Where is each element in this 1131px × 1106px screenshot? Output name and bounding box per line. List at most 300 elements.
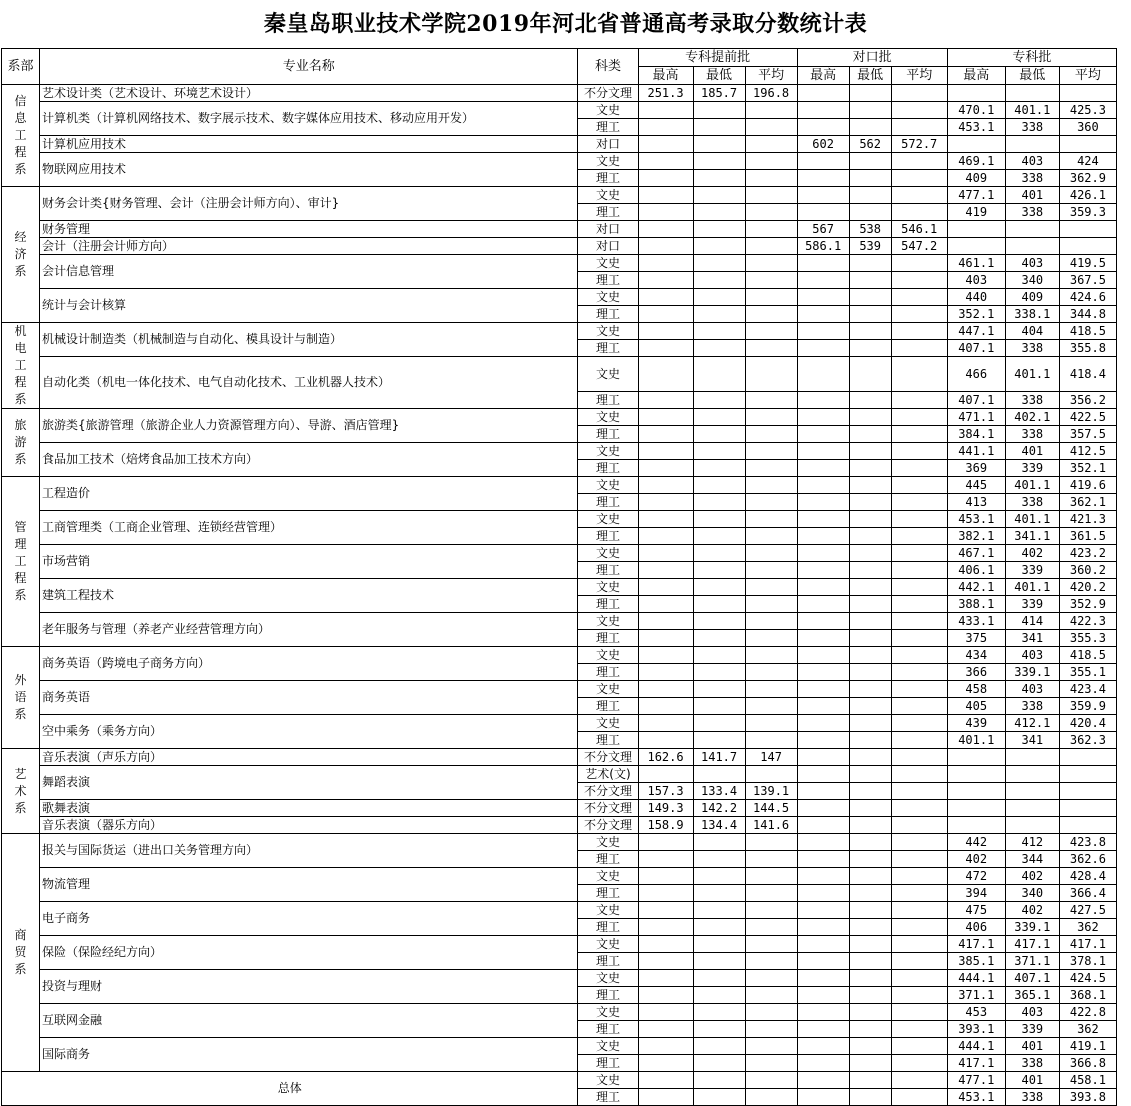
score-cell xyxy=(891,255,947,272)
score-cell xyxy=(947,783,1005,800)
score-cell xyxy=(849,800,891,817)
score-cell: 477.1 xyxy=(947,187,1005,204)
table-row xyxy=(2,834,1117,851)
score-cell: 338 xyxy=(1005,1089,1059,1106)
category-cell: 文史 xyxy=(578,868,638,885)
score-cell xyxy=(849,936,891,953)
score-cell: 147 xyxy=(745,749,797,766)
category-cell: 文史 xyxy=(578,647,638,664)
major-name: 市场营销 xyxy=(40,545,578,579)
table-row xyxy=(2,477,1117,494)
score-cell xyxy=(891,392,947,409)
score-cell xyxy=(849,1055,891,1072)
table-header xyxy=(2,49,1117,85)
table-row xyxy=(2,545,1117,562)
score-cell xyxy=(693,562,745,579)
score-cell xyxy=(693,477,745,494)
score-cell: 419.6 xyxy=(1059,477,1116,494)
score-cell: 445 xyxy=(947,477,1005,494)
category-cell: 理工 xyxy=(578,562,638,579)
score-cell xyxy=(891,902,947,919)
category-cell: 对口 xyxy=(578,221,638,238)
score-cell xyxy=(745,528,797,545)
score-cell: 475 xyxy=(947,902,1005,919)
score-cell xyxy=(693,766,745,783)
score-cell xyxy=(849,1004,891,1021)
table-row xyxy=(2,1004,1117,1021)
score-cell xyxy=(849,579,891,596)
score-cell: 141.6 xyxy=(745,817,797,834)
score-cell xyxy=(849,511,891,528)
score-cell xyxy=(891,647,947,664)
score-cell: 144.5 xyxy=(745,800,797,817)
score-cell xyxy=(745,170,797,187)
score-cell xyxy=(849,664,891,681)
table-row xyxy=(2,136,1117,153)
score-cell xyxy=(638,443,693,460)
score-cell xyxy=(638,732,693,749)
category-cell: 文史 xyxy=(578,187,638,204)
score-cell xyxy=(693,187,745,204)
score-cell xyxy=(797,562,849,579)
category-cell: 文史 xyxy=(578,443,638,460)
score-cell xyxy=(797,647,849,664)
score-cell xyxy=(638,987,693,1004)
major-name: 财务管理 xyxy=(40,221,578,238)
dept-cell xyxy=(2,323,40,409)
score-cell: 359.3 xyxy=(1059,204,1116,221)
score-cell xyxy=(891,885,947,902)
score-cell xyxy=(693,170,745,187)
score-cell xyxy=(693,511,745,528)
score-cell xyxy=(797,494,849,511)
score-cell xyxy=(947,85,1005,102)
category-cell: 理工 xyxy=(578,528,638,545)
score-cell xyxy=(745,392,797,409)
score-cell: 362.9 xyxy=(1059,170,1116,187)
major-name: 计算机类（计算机网络技术、数字展示技术、数字媒体应用技术、移动应用开发） xyxy=(40,102,578,136)
header-sub-avg: 平均 xyxy=(745,67,797,85)
score-cell xyxy=(693,409,745,426)
score-cell xyxy=(638,647,693,664)
score-cell: 394 xyxy=(947,885,1005,902)
dept-name: 旅游系 xyxy=(14,418,27,466)
major-name: 保险（保险经纪方向） xyxy=(40,936,578,970)
category-cell: 理工 xyxy=(578,596,638,613)
score-cell: 369 xyxy=(947,460,1005,477)
score-cell: 338 xyxy=(1005,340,1059,357)
score-cell xyxy=(693,834,745,851)
score-cell xyxy=(693,357,745,392)
score-cell xyxy=(693,272,745,289)
major-name: 食品加工技术（焙烤食品加工技术方向） xyxy=(40,443,578,477)
major-name: 会计信息管理 xyxy=(40,255,578,289)
score-cell: 447.1 xyxy=(947,323,1005,340)
score-cell xyxy=(745,255,797,272)
score-cell: 338 xyxy=(1005,698,1059,715)
score-cell: 402.1 xyxy=(1005,409,1059,426)
score-cell xyxy=(797,732,849,749)
score-cell xyxy=(891,970,947,987)
score-cell: 340 xyxy=(1005,885,1059,902)
category-cell: 文史 xyxy=(578,323,638,340)
score-cell xyxy=(1059,817,1116,834)
score-cell xyxy=(638,766,693,783)
score-cell xyxy=(849,783,891,800)
score-cell xyxy=(745,289,797,306)
score-cell xyxy=(891,987,947,1004)
score-cell xyxy=(891,528,947,545)
score-cell xyxy=(745,221,797,238)
score-cell: 339.1 xyxy=(1005,664,1059,681)
category-cell: 文史 xyxy=(578,477,638,494)
score-cell: 471.1 xyxy=(947,409,1005,426)
dept-name: 管理工程系 xyxy=(14,520,27,602)
major-name: 艺术设计类（艺术设计、环境艺术设计） xyxy=(40,85,578,102)
score-cell xyxy=(693,392,745,409)
score-cell: 442.1 xyxy=(947,579,1005,596)
score-cell xyxy=(745,732,797,749)
score-cell xyxy=(693,987,745,1004)
score-cell xyxy=(1059,800,1116,817)
header-sub-min: 最低 xyxy=(849,67,891,85)
score-cell xyxy=(849,613,891,630)
score-cell: 406.1 xyxy=(947,562,1005,579)
score-cell xyxy=(849,340,891,357)
score-cell xyxy=(638,323,693,340)
score-cell xyxy=(745,664,797,681)
category-cell: 理工 xyxy=(578,1089,638,1106)
score-cell xyxy=(891,443,947,460)
score-cell xyxy=(849,715,891,732)
score-cell: 572.7 xyxy=(891,136,947,153)
score-cell: 562 xyxy=(849,136,891,153)
score-cell xyxy=(891,851,947,868)
score-cell: 407.1 xyxy=(1005,970,1059,987)
score-cell: 375 xyxy=(947,630,1005,647)
score-cell xyxy=(797,936,849,953)
category-cell: 理工 xyxy=(578,698,638,715)
score-cell xyxy=(1005,783,1059,800)
score-cell xyxy=(1059,766,1116,783)
table-row xyxy=(2,187,1117,204)
score-cell xyxy=(745,306,797,323)
score-cell: 338 xyxy=(1005,494,1059,511)
score-cell xyxy=(891,409,947,426)
score-cell: 423.4 xyxy=(1059,681,1116,698)
score-cell xyxy=(849,528,891,545)
score-cell: 409 xyxy=(1005,289,1059,306)
header-sub-min: 最低 xyxy=(693,67,745,85)
score-cell: 418.5 xyxy=(1059,647,1116,664)
score-cell xyxy=(693,1021,745,1038)
category-cell: 文史 xyxy=(578,715,638,732)
dept-cell xyxy=(2,749,40,834)
score-cell: 339 xyxy=(1005,596,1059,613)
score-cell xyxy=(849,1021,891,1038)
category-cell: 文史 xyxy=(578,936,638,953)
score-cell xyxy=(891,919,947,936)
score-cell: 338.1 xyxy=(1005,306,1059,323)
score-cell xyxy=(891,664,947,681)
score-cell xyxy=(638,119,693,136)
score-cell xyxy=(891,749,947,766)
score-cell xyxy=(745,613,797,630)
score-cell xyxy=(693,136,745,153)
score-cell xyxy=(693,119,745,136)
score-cell: 339.1 xyxy=(1005,919,1059,936)
score-cell xyxy=(797,783,849,800)
table-row xyxy=(2,868,1117,885)
score-cell xyxy=(849,562,891,579)
score-cell xyxy=(745,443,797,460)
score-cell xyxy=(797,460,849,477)
score-cell xyxy=(693,306,745,323)
score-cell: 403 xyxy=(1005,153,1059,170)
score-cell xyxy=(745,596,797,613)
category-cell: 文史 xyxy=(578,681,638,698)
score-cell: 359.9 xyxy=(1059,698,1116,715)
score-cell xyxy=(797,698,849,715)
score-cell: 355.1 xyxy=(1059,664,1116,681)
header-sub-max: 最高 xyxy=(947,67,1005,85)
score-cell xyxy=(745,902,797,919)
page-title: 秦皇岛职业技术学院2019年河北省普通高考录取分数统计表 xyxy=(263,11,868,37)
category-cell: 不分文理 xyxy=(578,817,638,834)
score-cell: 139.1 xyxy=(745,783,797,800)
category-cell: 文史 xyxy=(578,255,638,272)
score-cell: 401.1 xyxy=(947,732,1005,749)
score-cell xyxy=(891,1021,947,1038)
category-cell: 文史 xyxy=(578,834,638,851)
score-cell: 142.2 xyxy=(693,800,745,817)
score-cell: 251.3 xyxy=(638,85,693,102)
score-cell xyxy=(638,187,693,204)
score-cell: 423.8 xyxy=(1059,834,1116,851)
score-cell xyxy=(849,409,891,426)
table-row xyxy=(2,715,1117,732)
score-cell xyxy=(849,477,891,494)
major-name: 财务会计类{财务管理、会计（注册会计师方向）、审计} xyxy=(40,187,578,221)
score-cell: 453 xyxy=(947,1004,1005,1021)
score-cell xyxy=(891,579,947,596)
table-row xyxy=(2,409,1117,426)
score-cell: 469.1 xyxy=(947,153,1005,170)
score-cell xyxy=(891,323,947,340)
score-cell: 407.1 xyxy=(947,392,1005,409)
score-cell xyxy=(891,272,947,289)
score-cell xyxy=(693,1055,745,1072)
score-cell: 453.1 xyxy=(947,119,1005,136)
score-cell xyxy=(797,800,849,817)
score-cell xyxy=(638,885,693,902)
major-name: 歌舞表演 xyxy=(40,800,578,817)
score-cell xyxy=(693,545,745,562)
score-cell xyxy=(638,409,693,426)
score-cell xyxy=(849,732,891,749)
major-name: 舞蹈表演 xyxy=(40,766,578,800)
header-major: 专业名称 xyxy=(40,49,578,85)
score-cell xyxy=(638,902,693,919)
score-cell xyxy=(797,511,849,528)
score-cell xyxy=(891,562,947,579)
score-cell xyxy=(849,272,891,289)
header-sub-max: 最高 xyxy=(797,67,849,85)
score-cell xyxy=(745,545,797,562)
score-cell xyxy=(638,936,693,953)
score-cell: 453.1 xyxy=(947,511,1005,528)
score-cell xyxy=(693,953,745,970)
score-cell: 426.1 xyxy=(1059,187,1116,204)
score-cell: 362.6 xyxy=(1059,851,1116,868)
score-cell xyxy=(797,868,849,885)
score-cell xyxy=(849,1089,891,1106)
score-cell xyxy=(797,1089,849,1106)
score-cell: 384.1 xyxy=(947,426,1005,443)
score-cell: 424.5 xyxy=(1059,970,1116,987)
score-cell: 362 xyxy=(1059,919,1116,936)
major-name: 老年服务与管理（养老产业经营管理方向） xyxy=(40,613,578,647)
score-cell: 393.1 xyxy=(947,1021,1005,1038)
score-cell xyxy=(745,562,797,579)
score-cell xyxy=(745,1038,797,1055)
score-cell: 196.8 xyxy=(745,85,797,102)
score-cell xyxy=(891,357,947,392)
score-cell xyxy=(693,1038,745,1055)
score-cell xyxy=(638,392,693,409)
score-cell: 362.3 xyxy=(1059,732,1116,749)
category-cell: 文史 xyxy=(578,357,638,392)
score-cell: 417.1 xyxy=(947,936,1005,953)
score-cell: 403 xyxy=(1005,681,1059,698)
table-body xyxy=(2,85,1117,1106)
score-cell xyxy=(891,340,947,357)
table-row xyxy=(2,817,1117,834)
score-cell xyxy=(891,204,947,221)
score-cell xyxy=(797,851,849,868)
score-cell xyxy=(693,936,745,953)
score-cell xyxy=(1059,221,1116,238)
score-cell xyxy=(797,749,849,766)
score-cell xyxy=(745,187,797,204)
category-cell: 理工 xyxy=(578,851,638,868)
score-cell xyxy=(797,630,849,647)
score-cell: 338 xyxy=(1005,426,1059,443)
score-cell: 338 xyxy=(1005,1055,1059,1072)
score-cell xyxy=(891,545,947,562)
score-cell xyxy=(745,1072,797,1089)
score-cell xyxy=(693,323,745,340)
score-cell: 413 xyxy=(947,494,1005,511)
score-cell xyxy=(947,221,1005,238)
score-cell: 344.8 xyxy=(1059,306,1116,323)
category-cell: 文史 xyxy=(578,102,638,119)
score-cell xyxy=(797,1072,849,1089)
score-cell: 356.2 xyxy=(1059,392,1116,409)
score-cell xyxy=(638,919,693,936)
score-cell: 352.1 xyxy=(1059,460,1116,477)
score-cell xyxy=(891,1072,947,1089)
score-cell xyxy=(849,953,891,970)
dept-name: 艺术系 xyxy=(14,766,27,815)
score-cell xyxy=(891,102,947,119)
score-cell xyxy=(1059,238,1116,255)
score-cell xyxy=(693,1004,745,1021)
score-cell: 338 xyxy=(1005,204,1059,221)
score-cell xyxy=(745,1055,797,1072)
score-cell xyxy=(693,340,745,357)
score-cell: 401.1 xyxy=(1005,511,1059,528)
score-cell xyxy=(849,426,891,443)
table-row xyxy=(2,800,1117,817)
dept-cell xyxy=(2,477,40,647)
score-cell: 409 xyxy=(947,170,1005,187)
score-cell xyxy=(693,494,745,511)
dept-name: 机电工程系 xyxy=(14,324,27,406)
score-cell xyxy=(638,545,693,562)
score-cell xyxy=(638,426,693,443)
category-cell: 不分文理 xyxy=(578,749,638,766)
score-cell xyxy=(849,766,891,783)
score-cell xyxy=(693,902,745,919)
score-cell: 366.4 xyxy=(1059,885,1116,902)
category-cell: 理工 xyxy=(578,119,638,136)
score-cell xyxy=(693,102,745,119)
score-cell: 338 xyxy=(1005,119,1059,136)
table-row xyxy=(2,323,1117,340)
major-name: 国际商务 xyxy=(40,1038,578,1072)
score-cell xyxy=(745,868,797,885)
score-cell xyxy=(693,289,745,306)
score-cell xyxy=(947,238,1005,255)
score-cell: 405 xyxy=(947,698,1005,715)
score-cell xyxy=(891,783,947,800)
score-cell xyxy=(891,289,947,306)
dept-cell xyxy=(2,85,40,187)
score-cell xyxy=(745,204,797,221)
score-cell: 472 xyxy=(947,868,1005,885)
score-cell xyxy=(947,749,1005,766)
score-cell xyxy=(745,1021,797,1038)
category-cell: 理工 xyxy=(578,664,638,681)
score-cell: 366.8 xyxy=(1059,1055,1116,1072)
score-cell xyxy=(745,1089,797,1106)
score-cell: 458.1 xyxy=(1059,1072,1116,1089)
score-cell: 441.1 xyxy=(947,443,1005,460)
score-cell xyxy=(797,204,849,221)
score-cell: 403 xyxy=(1005,255,1059,272)
score-cell xyxy=(849,153,891,170)
score-cell xyxy=(891,1055,947,1072)
table-row xyxy=(2,238,1117,255)
score-cell xyxy=(849,902,891,919)
score-cell: 401 xyxy=(1005,187,1059,204)
score-cell xyxy=(797,902,849,919)
score-cell: 355.3 xyxy=(1059,630,1116,647)
score-cell xyxy=(693,1072,745,1089)
category-cell: 理工 xyxy=(578,953,638,970)
score-cell: 134.4 xyxy=(693,817,745,834)
score-cell xyxy=(849,289,891,306)
score-cell xyxy=(638,664,693,681)
category-cell: 对口 xyxy=(578,238,638,255)
header-sub-avg: 平均 xyxy=(1059,67,1116,85)
score-cell: 388.1 xyxy=(947,596,1005,613)
score-cell xyxy=(693,528,745,545)
score-cell: 418.5 xyxy=(1059,323,1116,340)
score-cell xyxy=(745,357,797,392)
score-cell xyxy=(849,460,891,477)
